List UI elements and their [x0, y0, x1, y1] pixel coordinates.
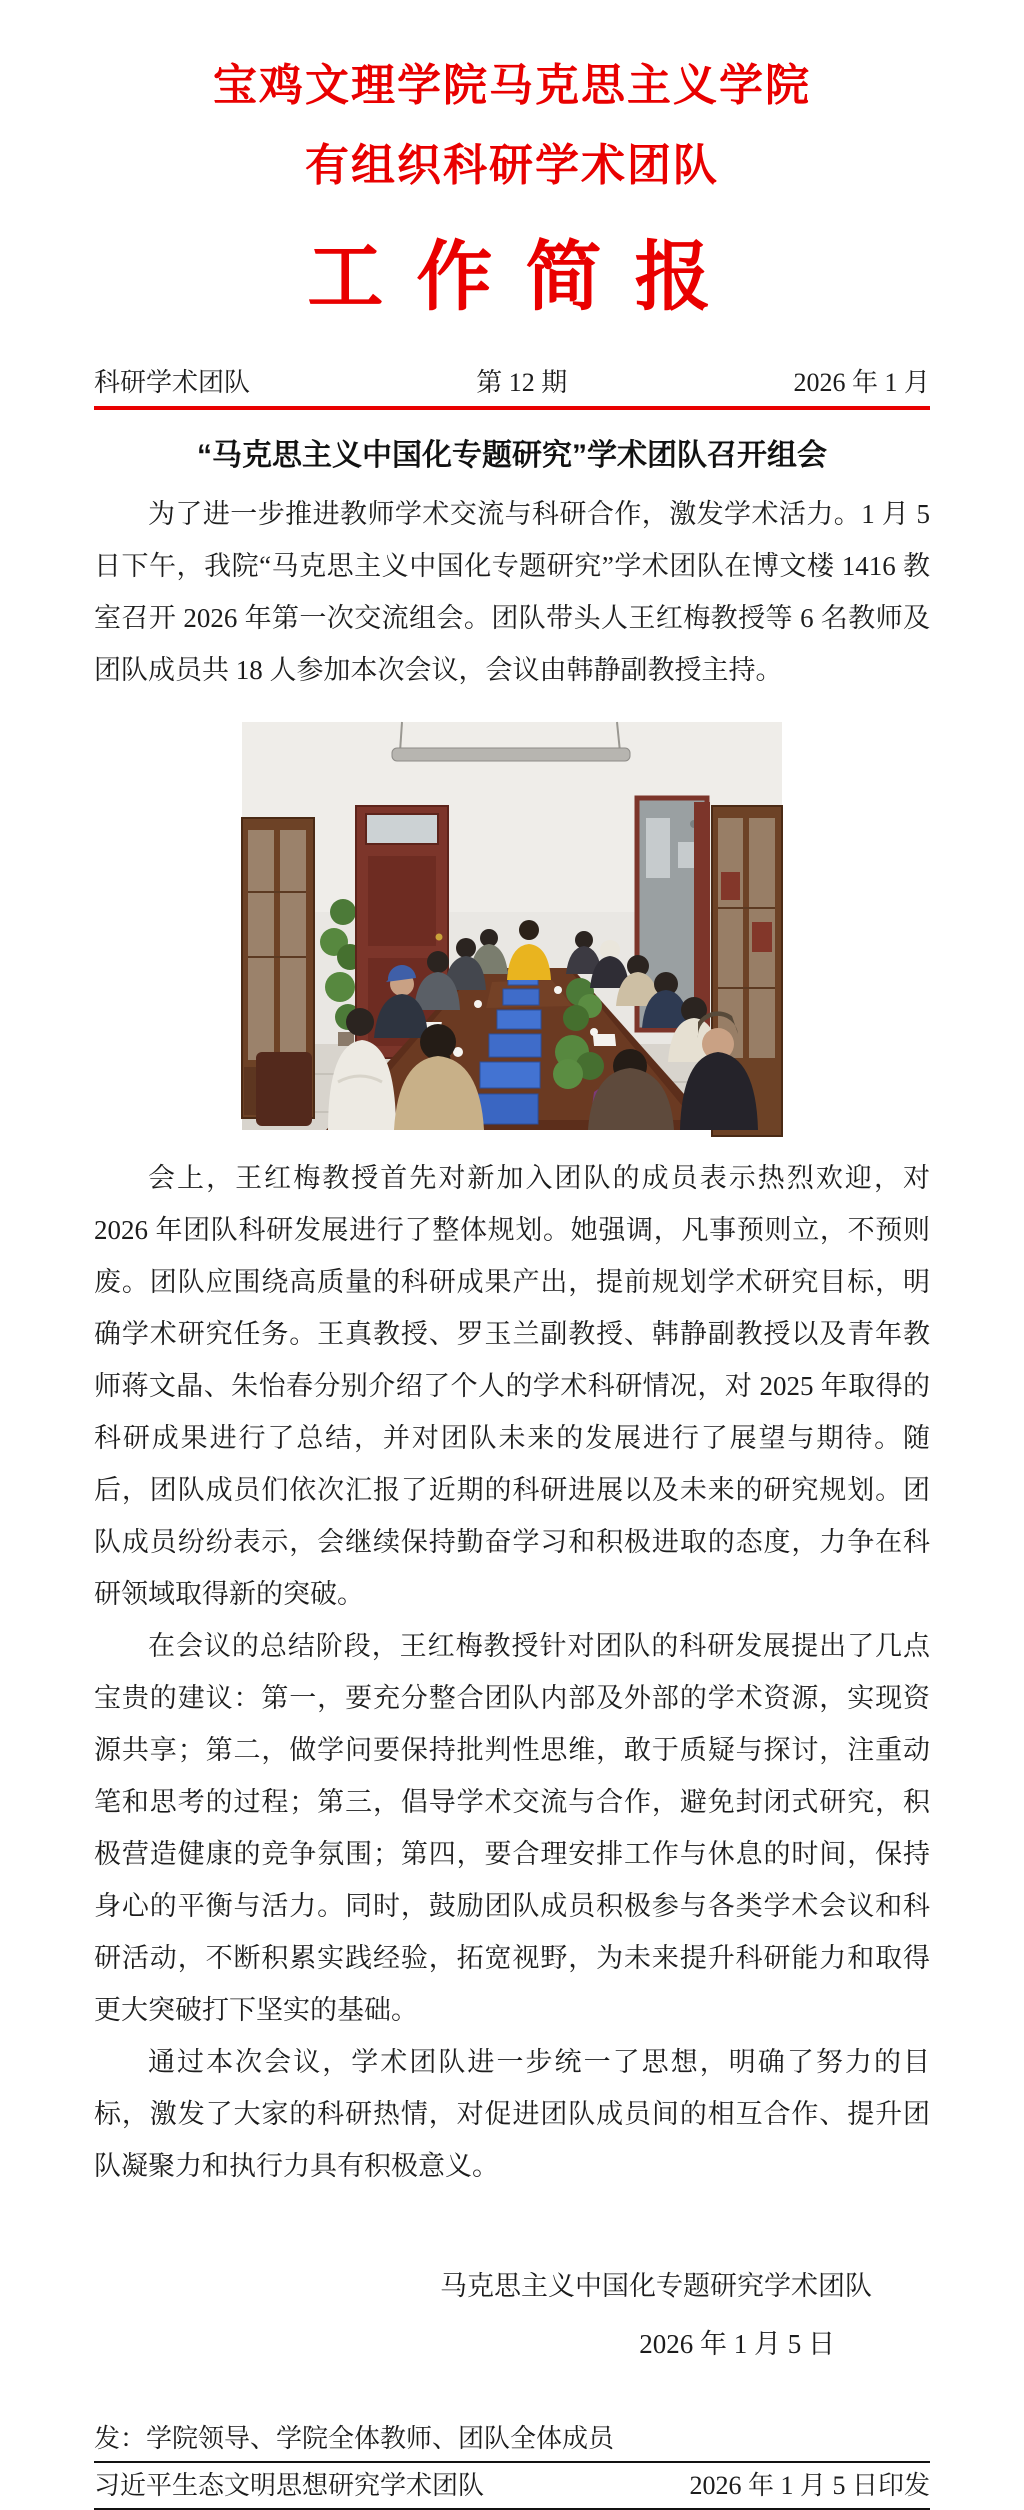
- bulletin-title: 工 作 简 报: [307, 235, 717, 320]
- imprint-issue-date: 2026 年 1 月 5 日印发: [689, 2471, 930, 2500]
- issue-date-label: 2026 年 1 月: [793, 368, 930, 397]
- footer: [94, 2422, 930, 2510]
- issue-info-row: [94, 368, 930, 410]
- meeting-photo: [242, 722, 782, 1130]
- article-paragraph-4: 通过本次会议，学术团队进一步统一了思想，明确了努力的目标，激发了大家的科研热情，对促进团队成员间的相互合作、提升团队凝聚力和执行力具有积极意义。: [94, 2047, 930, 2181]
- org-title-line2: 有组织科研学术团队: [305, 141, 719, 190]
- article-heading: “马克思主义中国化专题研究”学术团队召开组会: [197, 439, 827, 472]
- article-paragraph-1: 为了进一步推进教师学术交流与科研合作，激发学术活力。1 月 5 日下午，我院“马克思主义中国化专题研究”学术团队在博文楼 1416 教室召开 2026 年第一次交流组会。团队带头人王红梅教授等 6 名教师及团队成员共 18 人参加本次会议，会议由韩静副教授主持。: [94, 499, 930, 685]
- signature-team: 马克思主义中国化专题研究学术团队: [440, 2271, 872, 2301]
- issue-team-label: 科研学术团队: [94, 368, 251, 397]
- signature-date: 2026 年 1 月 5 日: [639, 2329, 835, 2359]
- imprint-team: 习近平生态文明思想研究学术团队: [94, 2471, 485, 2500]
- org-title-line1: 宝鸡文理学院马克思主义学院: [213, 61, 811, 110]
- issue-number-label: 第 12 期: [476, 368, 568, 397]
- article-paragraph-3: 在会议的总结阶段，王红梅教授针对团队的科研发展提出了几点宝贵的建议：第一，要充分整合团队内部及外部的学术资源，实现资源共享；第二，做学问要保持批判性思维，敢于质疑与探讨，注重动笔和思考的过程；第三，倡导学术交流与合作，避免封闭式研究，积极营造健康的竞争氛围；第四，要合理安排工作与休息的时间，保持身心的平衡与活力。同时，鼓励团队成员积极参与各类学术会议和科研活动，不断积累实践经验，拓宽视野，为未来提升科研能力和取得更大突破打下坚实的基础。: [94, 1631, 930, 2025]
- distribution-line: 发：学院领导、学院全体教师、团队全体成员: [94, 2422, 930, 2463]
- article-paragraph-2: 会上，王红梅教授首先对新加入团队的成员表示热烈欢迎，对 2026 年团队科研发展进行了整体规划。她强调，凡事预则立，不预则废。团队应围绕高质量的科研成果产出，提前规划学术研究目标，明确学术研究任务。王真教授、罗玉兰副教授、韩静副教授以及青年教师蒋文晶、朱怡春分别介绍了个人的学术科研情况，对 2025 年取得的科研成果进行了总结，并对团队未来的发展进行了展望与期待。随后，团队成员们依次汇报了近期的科研进展以及未来的研究规划。团队成员纷纷表示，会继续保持勤奋学习和积极进取的态度，力争在科研领域取得新的突破。: [94, 1163, 930, 1609]
- meeting-photo-illustration: [242, 722, 782, 1130]
- imprint-line: [94, 2469, 930, 2510]
